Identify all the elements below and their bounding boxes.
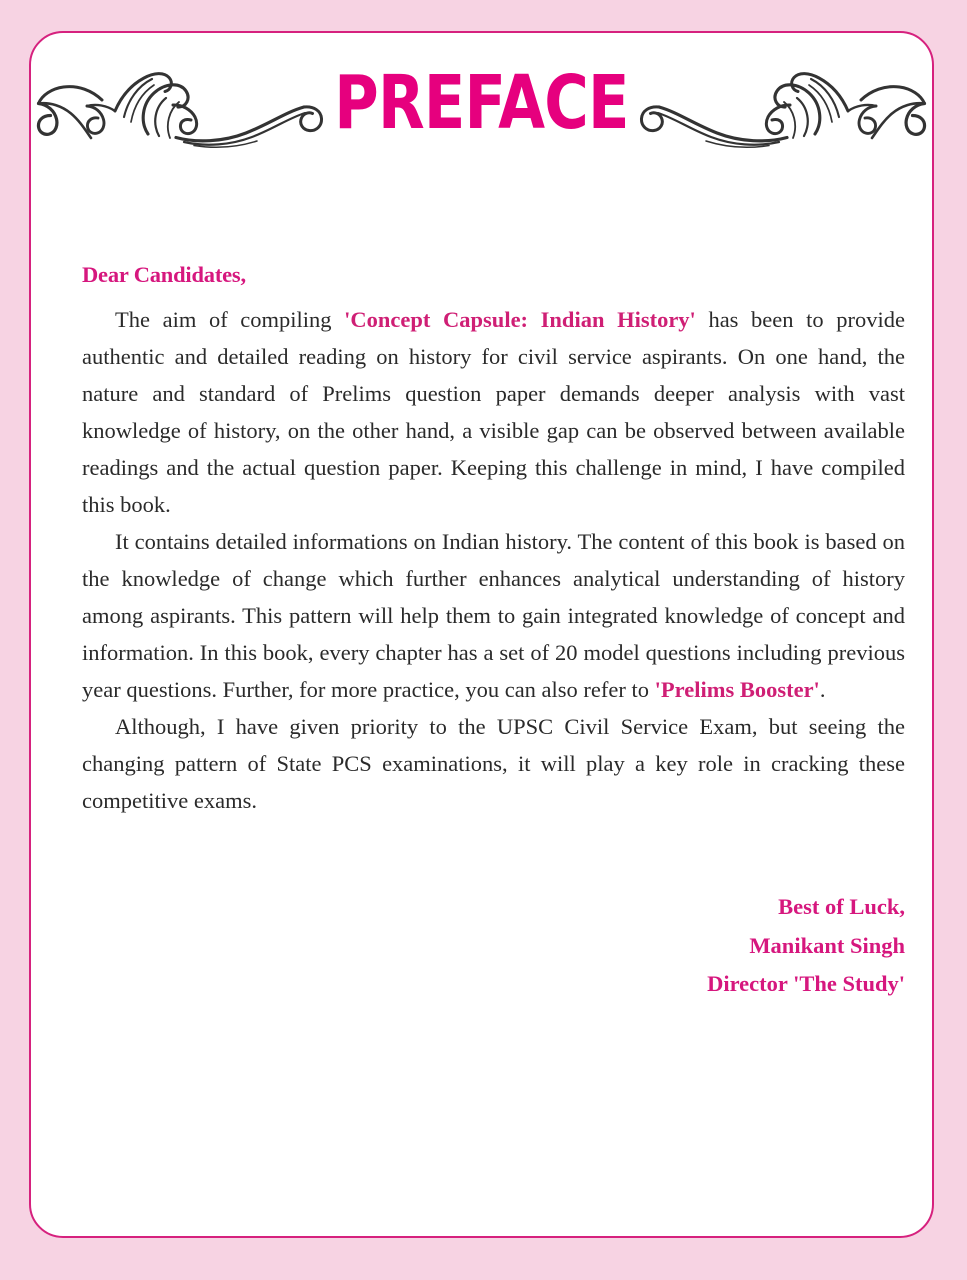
flourish-ornament-right-icon xyxy=(635,60,934,152)
page-title: PREFACE xyxy=(334,60,629,146)
preface-body xyxy=(82,258,905,819)
paragraph-1-text-a: The aim of compiling xyxy=(115,307,345,332)
paragraph-2-text-a: It contains detailed informations on Indian history. The content of this book is based on the knowledge of change which further enhances analytical understanding of history among aspirants. This pattern will help them to gain integrated knowledge of concept and information. In this book, every chapter has a set of 20 model questions including previous year questions. Further, for more practice, you can also refer to xyxy=(82,529,905,702)
paragraph-1 xyxy=(82,301,905,523)
paragraph-3: Although, I have given priority to the UPSC Civil Service Exam, but seeing the changing pattern of State PCS examinations, it will play a key role in cracking these competitive exams. xyxy=(82,714,905,813)
book-title-highlight: 'Concept Capsule: Indian History' xyxy=(344,307,696,332)
page-header xyxy=(31,56,932,156)
page-card xyxy=(29,31,934,1238)
paragraph-2-text-b: . xyxy=(819,677,826,702)
signature-best-of-luck: Best of Luck, xyxy=(778,894,905,919)
paragraph-1-text-b: has been to provide authentic and detailed reading on history for civil service aspirants. On one hand, the nature and standard of Prelims question paper demands deeper analysis with vast knowledge of history, on the other hand, a visible gap can be observed between available readings and the actual question paper. Keeping this challenge in mind, I have compiled this book. xyxy=(82,307,905,517)
signature-author-name: Manikant Singh xyxy=(749,932,905,958)
signature-author-designation: Director 'The Study' xyxy=(707,971,905,996)
prelims-booster-highlight: 'Prelims Booster' xyxy=(654,677,820,702)
signature-block xyxy=(82,888,905,1004)
flourish-ornament-left-icon xyxy=(29,60,328,152)
salutation: Dear Candidates, xyxy=(82,262,246,287)
paragraph-2 xyxy=(82,523,905,708)
